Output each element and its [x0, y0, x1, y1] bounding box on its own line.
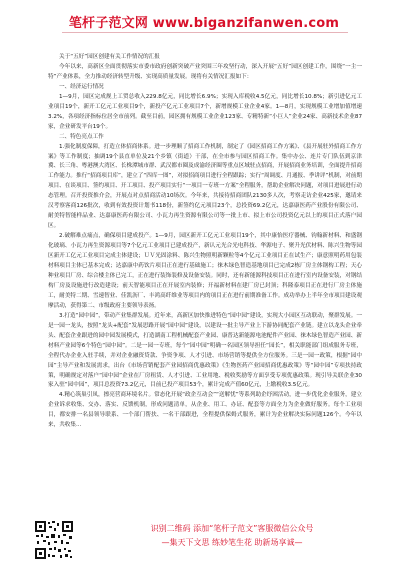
site-title-banner: 笔杆子范文网 www.biganzifanwen.com — [68, 16, 340, 31]
section-heading-economy: 一、经济运行情况 — [59, 83, 104, 90]
footer-line-slogan: —集天下文思 练妙笔生花 助新场享诚— — [161, 538, 303, 547]
paragraph-intro: 今年以来，高新区全面贯彻落实市委市政府创新突破产业突围三年攻坚行动，深入开展“五好”园区创建工作，围绕“一主一特”产业体系，全力推动经济转型升级、实现高质量发展。现将有关情况汇报如下： — [48, 63, 362, 80]
footer-line-scan: 识别二维码 添加“笔杆子范文”客服微信公众号 — [150, 524, 314, 533]
document-title: 关于“五好”园区创建有关工作情况的汇报 — [59, 54, 160, 60]
report-document — [48, 53, 362, 431]
paragraph-economy: 1—9月，园区完成规上工贸总收入229.8亿元，同比增长6.9%；实现入库税收4.5亿元，同比增长10.8%；新引进亿元工业项目19个，新开工亿元工业项目9个，新投产亿元工业项目7个，新增规模工业企业4家。1—8月，实现规模工业增加值增速3.2%，各项经济指标位居全市前列。截至目前，园区拥有规模工业企业123家、专精特新“小巨人”企业24家、高新技术企业87家，企业研发平台19个。 — [48, 93, 362, 130]
paragraph-projects: 2.破解难点痛点，确保项目建成投产。1—9月，园区新开工亿元工业项目19个，其中康怡医疗器械、钧翰新材料、和盛钢化玻璃、小瓦力再生资源项目等7个亿元工业项目已建成投产，新认元光合光电科技、华源电子、聚升光伏材料、陈兴生物等园区新开工亿元工业项目完成主体建设；ＵＶ光固涂料、陈兴生物照明新颗粒等4个亿元工业项目正在试生产；康意照明药用包装材料项目主体已基本完成；达嘉康中药饮片项目正在进行基础施工；徕木绿色智造基地项目已完成2栋厂房主体钢构工程；天心种业项目厂房、综合楼主体已完工，正在进行装饰装修及设备安装。同时，还有新能源科技项目正在进行室内设备安装，对钢结构厂房及设施进行改造建设；前天智能项目正在开展室内装修；开福新材料在建厂房已封顶；科隆泰项目正在进行厂房主体施工，耐美特二期、雪速智业、佳凯沥厂、丰鸿高纤维业等项目内的项目正在进行前期准备工作。成功举办上半年全市项目建设观摩活动，获得第二、市级政府主要领导表扬。 — [48, 233, 362, 309]
qr-code-icon — [34, 520, 74, 560]
paragraph-park-in-park: 3.打造“园中园”，带动产业集群发展。近年来，高新区加快推进特色“园中园”建设，实现大小园区互动联动，聚群发展。一是一园一龙头，按照“龙头+配套”发展思路开展“园中园”建设，以建设一批主导产业上下游协同配套产业链。建立以龙头企业牵头、配套企业跟进的园中园发展模式，打造湖南工程机械配套产业园、康普达新能源电池配件产业园、徕木绿色智造产业园、新材料产业园等6个特色“园中园”。二是一园一专班，每个“园中园”明确一名园区领导担任“园长”，相关职能部门组成服务专班，全程代办企业入驻手续，并对企业融资贷款、争资争项、人才引进、市场营销等提供全方位服务。三是一园一政策，根据“园中园”主导产业和发展需求，出台《市场营销配套产业园招商优惠政策》《生物医药产业园招商优惠政策》等“园中园”专项扶持政策，明确规定对落户“园中园”企业在厂房租赁、人才引进、工业用地、税收奖励等方面享受专项优惠政策。现引导关联企业30家入驻“园中园”，项目总投资73.2亿元，目前已投产项目53个，累计完成产值60亿元，上缴税收3.5亿元。 — [48, 312, 362, 389]
paragraph-business-environment: 4.精心筑巢引凤，擦亮营商环境名片。常态化开展“政企互动会”“送解忧”等系列助企纾困活动，进一步优化企业服务，建立企业诉求收集、交办、落实、反馈机制，形成问题清单，从企业、用工、办证、配套等方面全力为企业做好服务。每个工业项目，都安排一名县领导联系、一个部门帮扶、一名干部跟进，全程提供保姆式服务，累计为企业解决实际问题126个。今年以来，共收集... — [48, 392, 362, 429]
header-divider — [62, 32, 348, 33]
paragraph-investment: 1.强化制度保障，打造立体招商体系。进一步理顺了招商工作机制，制定了《园区招商工作方案》、《县开展驻外招商工作方案》等工作制度；抽调19个县直单位及21个乡镇（街道）干部，在全市参与园区招商工作。集中办公、连片专门队伍到京津冀、长三角、粤港澳大湾区、长株潭城市群、武汉都市圈及成渝经济圈等重点区域驻点招商，开展招商业务培训，全面提升招商工作能力。推行“招商项目库”，建立了“四库一图”，对拟招商项目进行全程跟踪；实行“周调度、月通报、季讲评”机制，对前期项目、在谈项目、签约项目、开工项目、投产项目实行“一项目一专班一方案”全程服务，帮助企业解决问题，对项目进展进行动态管理。召开投资推介会，开展点对点招商活动10场次。今年来，共接待招商团队2130多人次，考察走访企业425家，邀请来汉考察客商126批次，收到有效投资计划书118份，新签约亿元项目23个，总投资69.2亿元，达嘉康医药产业股份有限公司、耐美特智能样品业、达嘉康医药有限公司、小瓦力再生资源有限公司等一批上市、拟上市公司投资亿元以上的项目正式落户园区。 — [48, 143, 362, 230]
footer-promo — [82, 522, 382, 550]
section-heading-highlights: 二、特色亮点工作 — [59, 133, 104, 140]
